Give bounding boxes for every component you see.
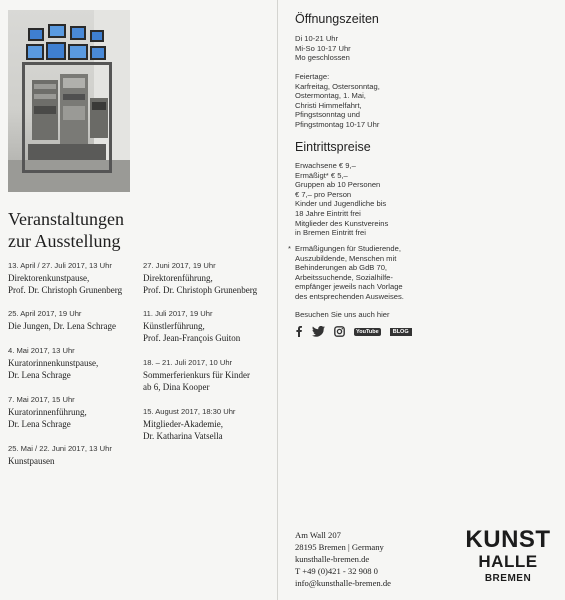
admission-prices <box>295 161 388 238</box>
price-line: in Bremen Eintritt frei <box>295 228 366 238</box>
event-title: Die Jungen, Dr. Lena Schrage <box>8 321 116 331</box>
note-line: des entsprechenden Ausweises. <box>295 291 404 301</box>
holiday-line: Feiertage: <box>295 72 330 81</box>
event-item <box>143 357 250 393</box>
event-speaker: Prof. Dr. Christoph Grunenberg <box>143 285 258 295</box>
event-speaker: Dr. Lena Schrage <box>8 419 71 429</box>
footnote-mark: * <box>288 244 291 253</box>
right-panel <box>278 0 565 600</box>
left-panel <box>0 0 277 600</box>
note-line: Behinderungen ab GdB 70, <box>295 263 388 273</box>
holiday-line: Pfingstsonntag und <box>295 110 361 120</box>
price-line: Gruppen ab 10 Personen <box>295 180 381 190</box>
event-item <box>143 308 240 344</box>
email-link[interactable]: info@kunsthalle-bremen.de <box>295 578 391 588</box>
discount-note <box>288 244 404 302</box>
event-speaker: ab 6, Dina Kooper <box>143 382 210 392</box>
price-line: 18 Jahre Eintritt frei <box>295 208 361 218</box>
blog-icon[interactable]: BLOG <box>390 328 412 336</box>
event-speaker: Prof. Jean-François Guiton <box>143 333 241 343</box>
facebook-icon[interactable] <box>295 326 303 337</box>
title-line-2: zur Ausstellung <box>8 231 121 251</box>
price-line: Ermäßigt* € 5,– <box>295 170 348 180</box>
event-item <box>8 260 122 296</box>
event-date: 11. Juli 2017, 19 Uhr <box>143 309 213 318</box>
social-links <box>295 326 412 337</box>
hours-line: Mo geschlossen <box>295 53 350 63</box>
street-address: Am Wall 207 <box>295 530 341 540</box>
event-title: Direktorenführung, <box>143 273 213 283</box>
admission-heading: Eintrittspreise <box>295 140 371 154</box>
city-address: 28195 Bremen | Germany <box>295 542 384 552</box>
phone-number: T +49 (0)421 - 32 908 0 <box>295 566 378 576</box>
event-speaker: Dr. Katharina Vatsella <box>143 431 223 441</box>
social-heading: Besuchen Sie uns auch hier <box>295 310 390 319</box>
event-date: 18. – 21. Juli 2017, 10 Uhr <box>143 358 233 367</box>
hours-line: Mi-So 10-17 Uhr <box>295 43 351 53</box>
event-item <box>8 345 98 381</box>
opening-hours <box>295 34 351 63</box>
price-line: Kinder und Jugendliche bis <box>295 199 387 209</box>
hours-line: Di 10-21 Uhr <box>295 34 339 43</box>
instagram-icon[interactable] <box>334 326 345 337</box>
event-item <box>143 406 235 442</box>
youtube-icon[interactable]: YouTube <box>356 328 379 335</box>
logo-line-2: HALLE <box>478 552 538 571</box>
event-title: Kuratorinnenführung, <box>8 407 87 417</box>
holiday-line: Karfreitag, Ostersonntag, <box>295 81 380 91</box>
note-line: Arbeitssuchende, Sozialhilfe- <box>295 272 393 282</box>
event-title: Direktorenkunstpause, <box>8 273 90 283</box>
page-title <box>8 208 268 252</box>
event-date: 25. April 2017, 19 Uhr <box>8 309 82 318</box>
logo-line-3: BREMEN <box>484 573 532 584</box>
note-line: Auszubildende, Menschen mit <box>295 253 397 263</box>
opening-hours-heading: Öffnungszeiten <box>295 12 379 26</box>
event-date: 4. Mai 2017, 13 Uhr <box>8 346 75 355</box>
event-title: Mitglieder-Akademie, <box>143 419 224 429</box>
event-title: Künstlerführung, <box>143 321 205 331</box>
artwork-photo <box>8 10 130 192</box>
event-title: Sommerferienkurs für Kinder <box>143 370 250 380</box>
event-date: 25. Mai / 22. Juni 2017, 13 Uhr <box>8 444 112 453</box>
logo-line-1: KUNST <box>465 526 551 553</box>
note-line: Ermäßigungen für Studierende, <box>295 244 401 253</box>
event-item <box>8 394 87 430</box>
kunsthalle-logo <box>462 528 554 585</box>
title-line-1: Veranstaltungen <box>8 209 124 229</box>
event-date: 13. April / 27. Juli 2017, 13 Uhr <box>8 261 112 270</box>
event-date: 27. Juni 2017, 19 Uhr <box>143 261 216 270</box>
note-line: empfänger jeweils nach Vorlage <box>295 282 403 292</box>
event-speaker: Prof. Dr. Christoph Grunenberg <box>8 285 123 295</box>
price-line: Mitglieder des Kunstvereins <box>295 218 389 228</box>
holiday-line: Ostermontag, 1. Mai, <box>295 91 366 101</box>
price-line: Erwachsene € 9,– <box>295 161 356 170</box>
price-line: € 7,– pro Person <box>295 189 352 199</box>
website-link[interactable]: kunsthalle-bremen.de <box>295 554 370 564</box>
twitter-icon[interactable] <box>312 326 325 337</box>
event-date: 15. August 2017, 18:30 Uhr <box>143 407 236 416</box>
event-title: Kunstpausen <box>8 456 55 466</box>
event-speaker: Dr. Lena Schrage <box>8 370 71 380</box>
event-title: Kuratorinnenkunstpause, <box>8 358 99 368</box>
contact-address <box>295 529 391 589</box>
event-item <box>8 308 116 332</box>
holiday-line: Christi Himmelfahrt, <box>295 100 362 110</box>
holiday-line: Pfingstmontag 10-17 Uhr <box>295 119 380 129</box>
holiday-hours <box>295 72 380 130</box>
event-item <box>8 443 112 467</box>
event-item <box>143 260 257 296</box>
event-date: 7. Mai 2017, 15 Uhr <box>8 395 75 404</box>
